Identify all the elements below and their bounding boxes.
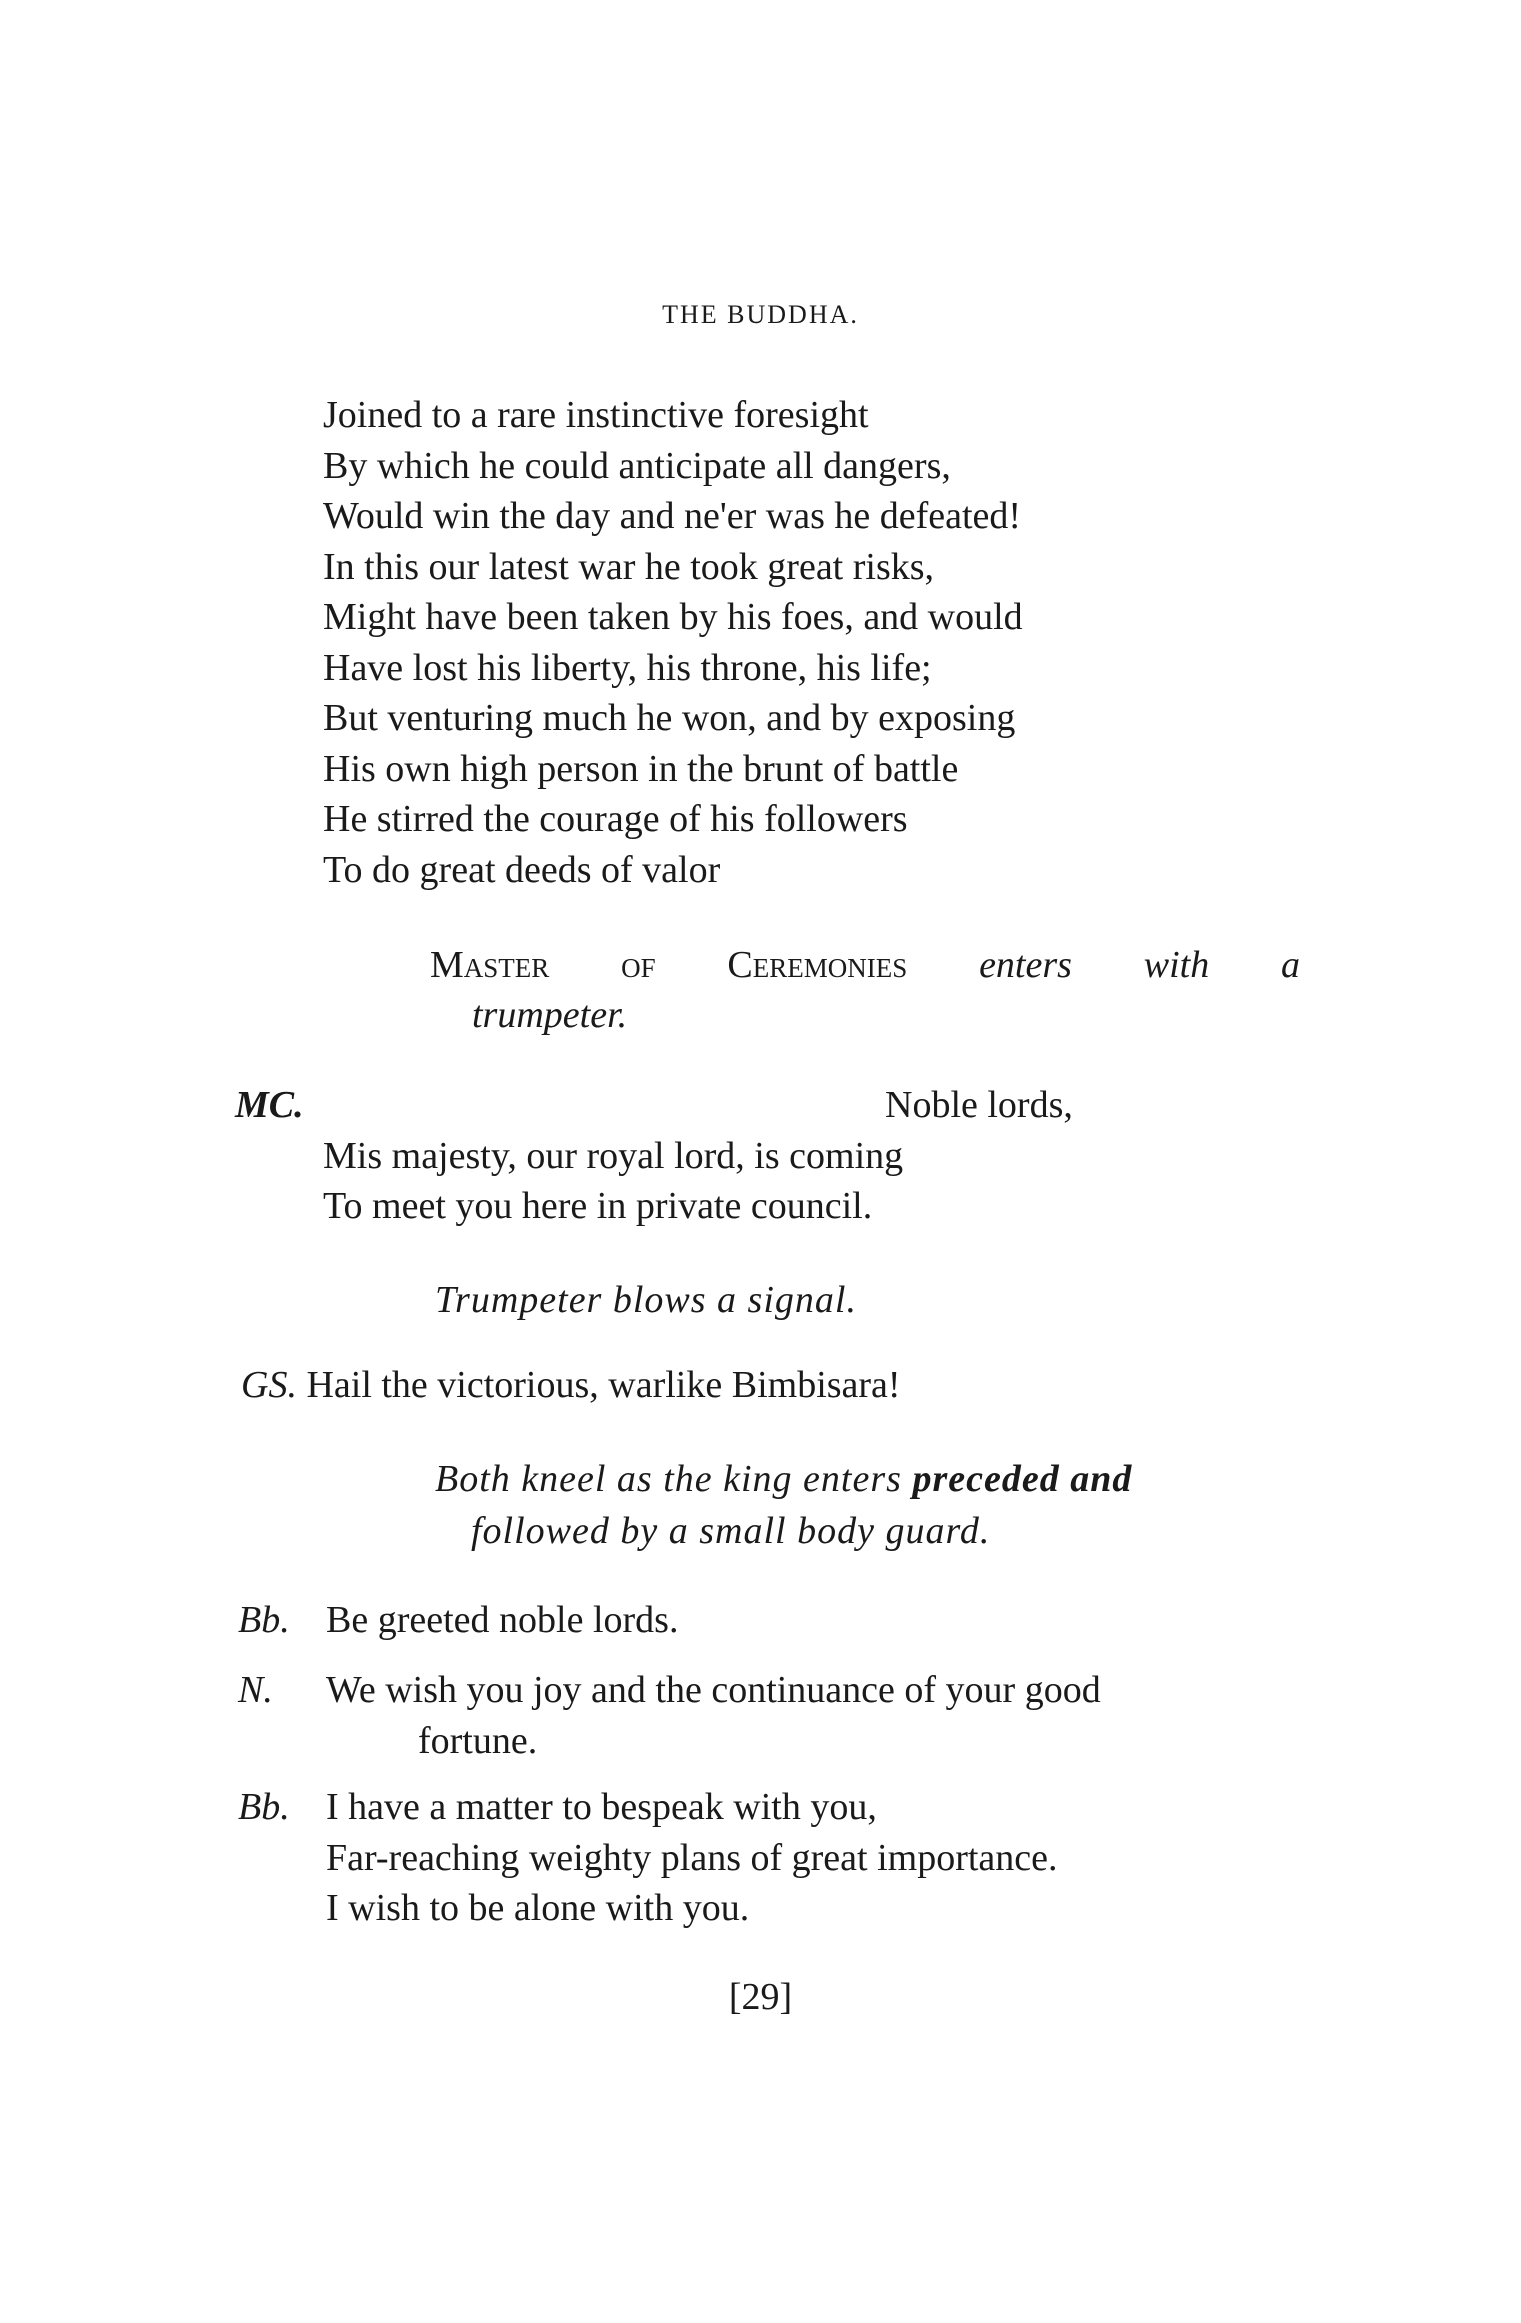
stage-direction-line bbox=[430, 940, 1300, 990]
stage-direction-trumpeter: Trumpeter blows a signal. bbox=[435, 1279, 857, 1321]
speaker-label: GS. bbox=[241, 1364, 297, 1406]
sd-word: Master bbox=[430, 944, 550, 986]
sd-word: Ceremonies bbox=[727, 944, 908, 986]
speech-n bbox=[238, 1665, 1101, 1766]
speech-line: I wish to be alone with you. bbox=[326, 1887, 750, 1929]
verse-line: He stirred the courage of his followers bbox=[323, 798, 908, 840]
stage-direction-line: followed by a small body guard. bbox=[471, 1510, 991, 1552]
verse-line: Joined to a rare instinctive foresight bbox=[323, 394, 869, 436]
speech-first-line bbox=[238, 1665, 1101, 1716]
speaker-label: N. bbox=[238, 1669, 273, 1711]
speech-text: Noble lords, bbox=[885, 1084, 1073, 1126]
verse-block bbox=[323, 390, 1023, 895]
stage-direction-master-enters bbox=[430, 940, 1300, 1040]
verse-line: Have lost his liberty, his throne, his life; bbox=[323, 646, 932, 689]
sd-text: Both kneel as the king enters bbox=[435, 1458, 913, 1500]
speech-gs bbox=[241, 1360, 901, 1411]
verse-line: But venturing much he won, and by exposing bbox=[323, 697, 1016, 739]
speaker-label: MC. bbox=[235, 1084, 304, 1126]
page-number: [29] bbox=[728, 1976, 793, 2018]
speech-line: fortune. bbox=[418, 1719, 538, 1762]
sd-word: a bbox=[1281, 944, 1300, 986]
speech-bb bbox=[238, 1782, 1058, 1934]
speech-first-line bbox=[238, 1782, 1058, 1833]
sd-word: enters bbox=[979, 944, 1072, 986]
speech-text: We wish you joy and the continuance of your good bbox=[326, 1669, 1101, 1711]
speech-text: Be greeted noble lords. bbox=[326, 1599, 679, 1641]
stage-direction-both-kneel bbox=[435, 1453, 1132, 1557]
speech-line: Mis majesty, our royal lord, is coming bbox=[323, 1134, 904, 1177]
speech-text: Hail the victorious, warlike Bimbisara! bbox=[306, 1364, 901, 1406]
verse-line: By which he could anticipate all dangers, bbox=[323, 444, 951, 487]
verse-line: Might have been taken by his foes, and would bbox=[323, 596, 1023, 638]
verse-line: To do great deeds of valor bbox=[323, 848, 721, 891]
verse-line: In this our latest war he took great risks, bbox=[323, 545, 935, 588]
verse-line: His own high person in the brunt of battle bbox=[323, 747, 959, 790]
speech-line: To meet you here in private council. bbox=[323, 1185, 873, 1227]
sd-text-bold: preceded and bbox=[912, 1458, 1133, 1500]
sd-word: with bbox=[1143, 944, 1210, 986]
verse-line: Would win the day and ne'er was he defeated! bbox=[323, 495, 1022, 537]
speech-text: I have a matter to bespeak with you, bbox=[326, 1786, 877, 1828]
speech-first-line bbox=[235, 1080, 1115, 1131]
speaker-label: Bb. bbox=[238, 1786, 290, 1828]
speech-mc bbox=[235, 1080, 1115, 1232]
speech-line: Far-reaching weighty plans of great importance. bbox=[326, 1836, 1058, 1879]
sd-word: of bbox=[621, 944, 656, 986]
speech-bb bbox=[238, 1595, 678, 1646]
stage-direction-line: trumpeter. bbox=[472, 994, 628, 1036]
running-head: THE BUDDHA. bbox=[662, 300, 859, 329]
stage-direction-line bbox=[435, 1453, 1132, 1505]
speaker-label: Bb. bbox=[238, 1599, 290, 1641]
